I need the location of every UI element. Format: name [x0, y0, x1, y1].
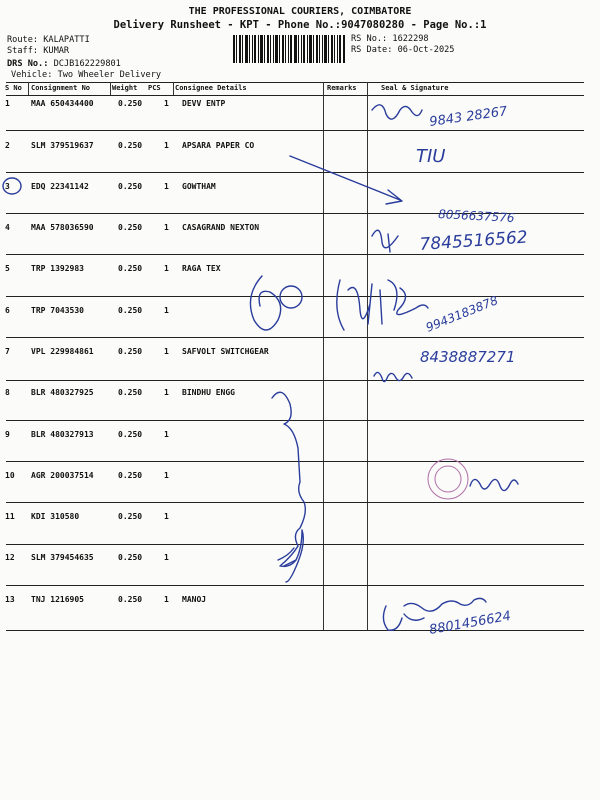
col-header-remarks: Remarks — [327, 84, 357, 92]
col-divider — [28, 82, 29, 95]
row-pcs: 1 — [164, 388, 169, 397]
row-pcs: 1 — [164, 182, 169, 191]
table-header-rule — [6, 95, 584, 96]
staff-label: Staff: KUMAR — [7, 46, 70, 56]
row-rule — [6, 420, 584, 421]
row-consignee: RAGA TEX — [182, 264, 221, 273]
vehicle-label: Vehicle: Two Wheeler Delivery — [11, 70, 162, 80]
runsheet-title: Delivery Runsheet - KPT - Phone No.:9047080280 - Page No.:1 — [113, 19, 487, 31]
row-weight: 0.250 — [118, 595, 143, 604]
row-pcs: 1 — [164, 430, 169, 439]
signature-row-13 — [383, 598, 486, 630]
col-divider — [173, 82, 174, 95]
company-title: THE PROFESSIONAL COURIERS, COIMBATORE — [188, 6, 412, 17]
row-consignment: TRP 1392983 — [31, 264, 84, 273]
row-sno: 11 — [5, 512, 15, 521]
row-pcs: 1 — [164, 99, 169, 108]
row-weight: 0.250 — [118, 430, 143, 439]
row-consignment: VPL 229984861 — [31, 347, 94, 356]
handwritten-phone-row-4: 7845516562 — [418, 227, 529, 255]
route-label: Route: KALAPATTI — [7, 35, 90, 45]
row-sno: 1 — [5, 99, 10, 108]
row-consignment: SLM 379454635 — [31, 553, 94, 562]
row-weight: 0.250 — [118, 388, 143, 397]
drs-label: DRS No.: — [7, 59, 49, 69]
row-sno: 8 — [5, 388, 10, 397]
col-divider-remarks — [323, 82, 324, 631]
row-weight: 0.250 — [118, 512, 143, 521]
row-weight: 0.250 — [118, 99, 143, 108]
row-weight: 0.250 — [118, 471, 143, 480]
row-rule — [6, 130, 584, 131]
row-consignee: CASAGRAND NEXTON — [182, 223, 260, 232]
rs-info — [351, 34, 454, 56]
row-consignment: MAA 650434400 — [31, 99, 94, 108]
col-header-seal: Seal & Signature — [381, 84, 449, 92]
row-rule — [6, 213, 584, 214]
col-header-consignee: Consignee Details — [175, 84, 247, 92]
row-consignment: EDQ 22341142 — [31, 182, 89, 191]
row-sno: 2 — [5, 141, 10, 150]
row-consignee: MANOJ — [182, 595, 207, 604]
row-rule — [6, 172, 584, 173]
row-weight: 0.250 — [118, 182, 143, 191]
row-consignment: AGR 200037514 — [31, 471, 94, 480]
row-consignee: GOWTHAM — [182, 182, 216, 191]
row-weight: 0.250 — [118, 306, 143, 315]
row-consignment: TRP 7043530 — [31, 306, 84, 315]
signature-scribble-row-5 — [250, 276, 280, 330]
rs-date: RS Date: 06-Oct-2025 — [351, 45, 455, 55]
table-top-rule — [6, 82, 584, 83]
circled-mark — [280, 286, 302, 308]
arrow-mark — [290, 156, 402, 204]
seal-stamp — [428, 459, 468, 499]
row-consignment: BLR 480327913 — [31, 430, 94, 439]
row-rule — [6, 461, 584, 462]
row-rule — [6, 296, 584, 297]
col-header-consignment: Consignment No — [31, 84, 91, 92]
row-rule — [6, 380, 584, 381]
col-header-weight: Weight — [112, 84, 138, 92]
drs-value: DCJB162229801 — [53, 59, 121, 69]
row-pcs: 1 — [164, 141, 169, 150]
row-sno: 4 — [5, 223, 10, 232]
row-rule — [6, 254, 584, 255]
row-consignment: MAA 578036590 — [31, 223, 94, 232]
handwritten-phone-row-3: 8056637576 — [437, 207, 515, 225]
row-sno: 13 — [5, 595, 15, 604]
row-pcs: 1 — [164, 347, 169, 356]
row-consignment: TNJ 1216905 — [31, 595, 84, 604]
handwritten-phone-row-7: 8438887271 — [420, 348, 516, 366]
signature-row-1 — [372, 105, 422, 119]
row-pcs: 1 — [164, 264, 169, 273]
row-consignee: SAFVOLT SWITCHGEAR — [182, 347, 269, 356]
row-pcs: 1 — [164, 223, 169, 232]
rs-number: RS No.: 1622298 — [351, 34, 429, 44]
row-weight: 0.250 — [118, 553, 143, 562]
row-sno: 5 — [5, 264, 10, 273]
row-rule — [6, 502, 584, 503]
row-sno: 6 — [5, 306, 10, 315]
row-pcs: 1 — [164, 306, 169, 315]
barcode — [233, 35, 345, 63]
row-weight: 0.250 — [118, 264, 143, 273]
col-divider-seal — [367, 82, 368, 631]
row-pcs: 1 — [164, 512, 169, 521]
row-weight: 0.250 — [118, 223, 143, 232]
row-pcs: 1 — [164, 595, 169, 604]
handwritten-phone-row-13: 8801456624 — [428, 608, 513, 638]
row-consignee: DEVV ENTP — [182, 99, 226, 108]
handwritten-phone-row-1: 9843 28267 — [428, 104, 509, 130]
row-weight: 0.250 — [118, 347, 143, 356]
handwritten-phone-row-6: 9943183878 — [423, 293, 500, 335]
row-rule — [6, 337, 584, 338]
handwritten-note-row-2: TIU — [416, 146, 446, 167]
row-consignment: KDI 310580 — [31, 512, 80, 521]
row-consignee: BINDHU ENGG — [182, 388, 235, 397]
row-sno: 7 — [5, 347, 10, 356]
row-sno: 9 — [5, 430, 10, 439]
row-consignment: SLM 379519637 — [31, 141, 94, 150]
col-header-pcs: PCS — [148, 84, 161, 92]
row-consignment: BLR 480327925 — [31, 388, 94, 397]
row-rule — [6, 544, 584, 545]
row-sno: 3 — [5, 182, 10, 191]
row-rule — [6, 585, 584, 586]
row-sno: 12 — [5, 553, 15, 562]
row-rule — [6, 630, 584, 631]
row-consignee: APSARA PAPER CO — [182, 141, 255, 150]
col-header-sno: S No — [5, 84, 22, 92]
row-pcs: 1 — [164, 471, 169, 480]
row-weight: 0.250 — [118, 141, 143, 150]
col-divider — [110, 82, 111, 95]
row-pcs: 1 — [164, 553, 169, 562]
row-sno: 10 — [5, 471, 15, 480]
